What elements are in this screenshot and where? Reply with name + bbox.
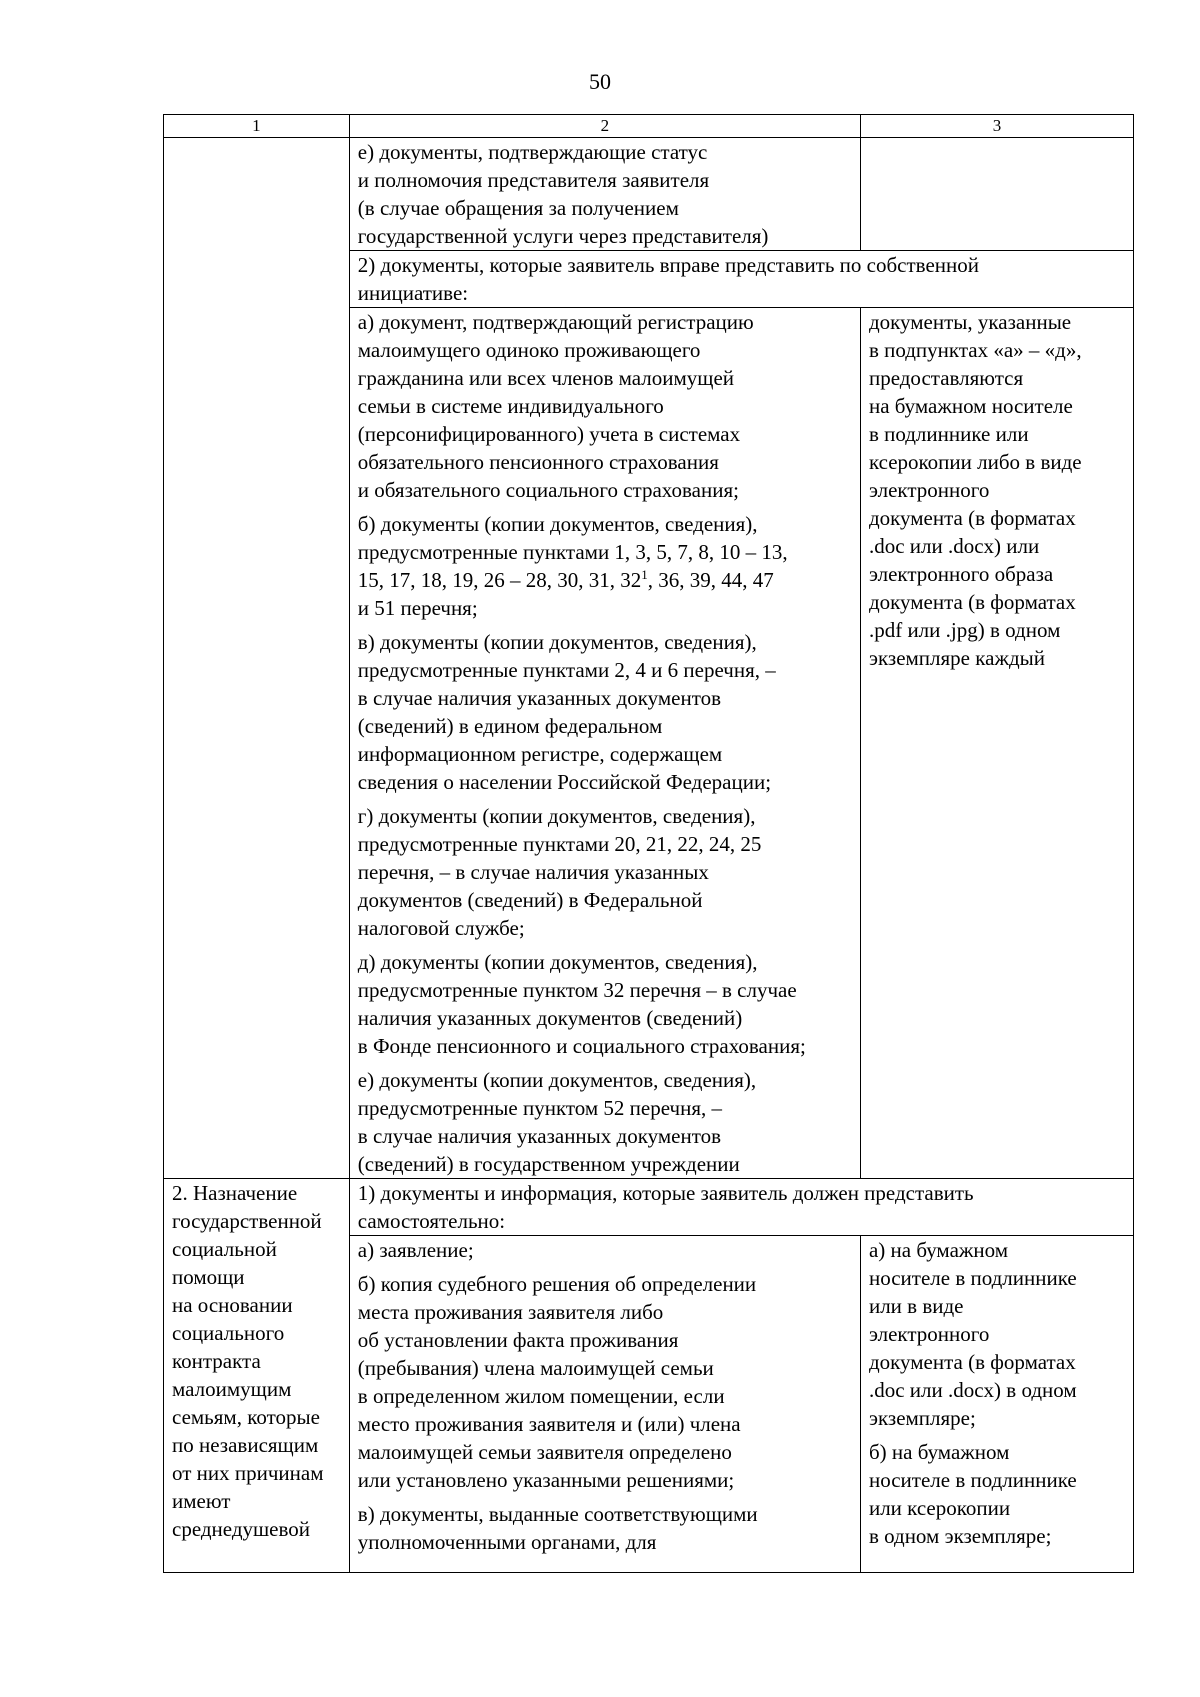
text-line: предусмотренные пунктами 2, 4 и 6 перечня, – [357, 658, 776, 682]
optional-documents-cell [349, 308, 860, 1179]
text-line-with-superscript [358, 566, 854, 594]
text-line: среднедушевой [172, 1517, 311, 1541]
submission-format-cell [860, 1236, 1133, 1573]
text-line: семьям, которые [172, 1405, 320, 1429]
text-line: на бумажном носителе [868, 394, 1073, 418]
text-line: в Фонде пенсионного и социального страхования; [357, 1034, 806, 1058]
text-line: носителе в подлиннике [868, 1468, 1077, 1492]
list-item [869, 1236, 1127, 1432]
text-line: в случае наличия указанных документов [357, 1124, 722, 1148]
text-line: предусмотренные пунктами 1, 3, 5, 7, 8, 10 – 13, [357, 540, 788, 564]
text-line: контракта [172, 1349, 261, 1373]
text-line: 2) документы, которые заявитель вправе представить по собственной [357, 253, 980, 277]
list-item [358, 510, 854, 622]
text-line: (сведений) в едином федеральном [357, 714, 663, 738]
list-item [358, 1236, 854, 1264]
text-line: информационном регистре, содержащем [357, 742, 723, 766]
text-line: и полномочия представителя заявителя [357, 168, 710, 192]
required-documents-cell [349, 1236, 860, 1573]
text-line: (пребывания) члена малоимущей семьи [357, 1356, 714, 1380]
text-line: .doc или .docx) в одном [868, 1378, 1077, 1402]
text-line: носителе в подлиннике [868, 1266, 1077, 1290]
text-line: документы, указанные [868, 310, 1072, 334]
list-item [358, 948, 854, 1060]
text-line: гражданина или всех членов малоимущей [357, 366, 735, 390]
text-line: малоимущего одиноко проживающего [357, 338, 701, 362]
text-line: или в виде [868, 1294, 964, 1318]
text-line: б) копия судебного решения об определении [357, 1272, 757, 1296]
text-line: (сведений) в государственном учреждении [357, 1152, 740, 1176]
requirements-table [163, 114, 1134, 1573]
text-line: обязательного пенсионного страхования [357, 450, 719, 474]
service-name-cell [164, 1179, 350, 1573]
text-line: в подлиннике или [868, 422, 1029, 446]
text-line: .doc или .docx) или [868, 534, 1040, 558]
submission-format-cell [860, 308, 1133, 1179]
list-item [358, 1066, 854, 1178]
text-line: от них причинам [172, 1461, 324, 1485]
text-line: и обязательного социального страхования; [357, 478, 739, 502]
section-heading-cell [349, 1179, 1133, 1236]
text-line: об установлении факта проживания [357, 1328, 679, 1352]
column-header-2: 2 [349, 115, 860, 138]
page-number: 50 [589, 69, 611, 94]
text-line: уполномоченными органами, для [357, 1530, 657, 1554]
superscript: 1 [641, 567, 648, 582]
text-line: в определенном жилом помещении, если [357, 1384, 725, 1408]
table-row [164, 138, 1134, 251]
text-line: (персонифицированного) учета в системах [357, 422, 741, 446]
text-line: а) заявление; [357, 1238, 474, 1262]
text-line: е) документы, подтверждающие статус [357, 140, 708, 164]
text-line: б) на бумажном [868, 1440, 1010, 1464]
text-line: 2. Назначение [172, 1181, 298, 1205]
text-line: электронного [868, 1322, 990, 1346]
list-item [358, 802, 854, 942]
text-line: социального [172, 1321, 285, 1345]
text-fragment: 15, 17, 18, 19, 26 – 28, 30, 31, 32 [357, 568, 642, 592]
text-line: б) документы (копии документов, сведения), [357, 512, 758, 536]
section-heading-cell [349, 251, 1133, 308]
text-line: перечня, – в случае наличия указанных [357, 860, 709, 884]
list-item [358, 1270, 854, 1494]
text-line: .pdf или .jpg) в одном [868, 618, 1061, 642]
text-line: в) документы (копии документов, сведения), [357, 630, 757, 654]
text-line: места проживания заявителя либо [357, 1300, 664, 1324]
text-line: в одном экземпляре; [868, 1524, 1052, 1548]
text-line: помощи [172, 1265, 245, 1289]
text-line: социальной [172, 1237, 277, 1261]
text-line: по независящим [172, 1433, 319, 1457]
column-header-3: 3 [860, 115, 1133, 138]
representative-documents-cell [349, 138, 860, 251]
text-line: на основании [172, 1293, 293, 1317]
text-line: экземпляре; [868, 1406, 976, 1430]
text-line: малоимущим [172, 1377, 292, 1401]
text-line: документов (сведений) в Федеральной [357, 888, 703, 912]
text-line: налоговой службе; [357, 916, 525, 940]
text-line: экземпляре каждый [868, 646, 1045, 670]
text-line: ксерокопии либо в виде [868, 450, 1082, 474]
text-line: (в случае обращения за получением [357, 196, 679, 220]
text-line: государственной услуги через представителя) [357, 224, 769, 248]
text-line: документа (в форматах [868, 1350, 1076, 1374]
text-line: в случае наличия указанных документов [357, 686, 722, 710]
text-line: предусмотренные пунктом 32 перечня – в случае [357, 978, 797, 1002]
text-line: сведения о населении Российской Федерации; [357, 770, 772, 794]
text-line: предоставляются [868, 366, 1024, 390]
column-header-row [164, 115, 1134, 138]
text-line: электронного [868, 478, 990, 502]
text-line: имеют [172, 1489, 231, 1513]
text-line: или установлено указанными решениями; [357, 1468, 735, 1492]
text-line: г) документы (копии документов, сведения), [357, 804, 756, 828]
list-item [358, 308, 854, 504]
text-line: в подпунктах «а» – «д», [868, 338, 1082, 362]
text-line: 1) документы и информация, которые заявитель должен представить [357, 1181, 974, 1205]
text-fragment: , 36, 39, 44, 47 [647, 568, 774, 592]
column-header-1: 1 [164, 115, 350, 138]
table-row [164, 1179, 1134, 1236]
text-line: малоимущей семьи заявителя определено [357, 1440, 732, 1464]
text-line: наличия указанных документов (сведений) [357, 1006, 743, 1030]
text-line: документа (в форматах [868, 506, 1076, 530]
text-line: е) документы (копии документов, сведения), [357, 1068, 757, 1092]
text-line: место проживания заявителя и (или) члена [357, 1412, 741, 1436]
text-line: самостоятельно: [357, 1209, 506, 1233]
text-line: электронного образа [868, 562, 1054, 586]
text-line: инициативе: [357, 281, 469, 305]
text-line: предусмотренные пунктом 52 перечня, – [357, 1096, 722, 1120]
text-line: документа (в форматах [868, 590, 1076, 614]
text-line: и 51 перечня; [357, 596, 478, 620]
text-line: а) на бумажном [868, 1238, 1009, 1262]
list-item [358, 628, 854, 796]
text-line: государственной [172, 1209, 322, 1233]
text-line: или ксерокопии [868, 1496, 1011, 1520]
text-line: д) документы (копии документов, сведения), [357, 950, 758, 974]
text-line: предусмотренные пунктами 20, 21, 22, 24, 25 [357, 832, 762, 856]
text-line: семьи в системе индивидуального [357, 394, 664, 418]
empty-cell [860, 138, 1133, 251]
text-line: в) документы, выданные соответствующими [357, 1502, 758, 1526]
empty-cell [164, 138, 350, 1179]
list-item [358, 1500, 854, 1556]
list-item [869, 1438, 1127, 1550]
text-line: а) документ, подтверждающий регистрацию [357, 310, 754, 334]
